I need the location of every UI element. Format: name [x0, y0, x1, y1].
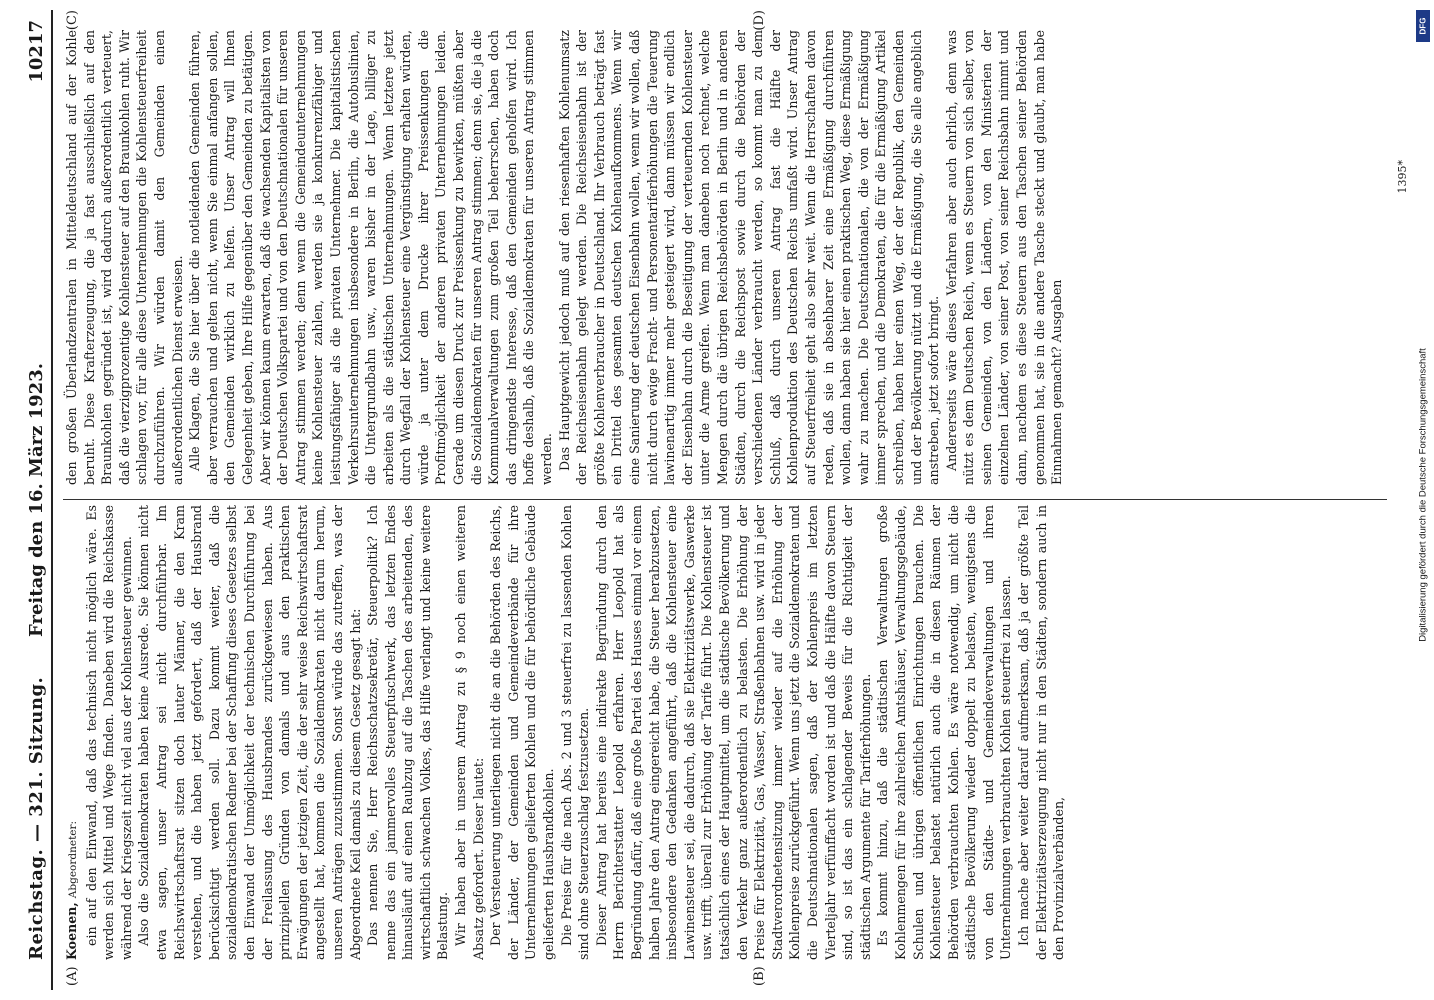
paragraph: ein auf den Einwand, daß das technisch nicht möglich wäre. Es werden sich Mittel und Wege finden. Daneben wird die Reichskasse während der Kriegszeit nicht viel aus der Kohlensteuer gewinnen.: [83, 505, 134, 960]
credit-text: Digitalisierung gefördert durch die Deutsche Forschungsgemeinschaft: [1417, 348, 1429, 642]
margin-mark-a: (A): [65, 966, 80, 986]
document-page: [17, 10, 1417, 990]
right-column: [63, 30, 1387, 485]
left-column: [63, 505, 1387, 960]
quote-paragraph: Die Preise für die nach Abs. 2 und 3 steuerfrei zu lassenden Kohlen sind ohne Steuerzuschlag festzusetzen.: [558, 505, 592, 960]
footer-signature: 1395*: [1396, 160, 1409, 194]
quote-paragraph: Der Versteuerung unterliegen nicht die an die Behörden des Reichs, der Länder, der Gemeinden und Gemeindeverbände für ihre Unternehmungen gelieferten Kohlen und die für behördliche Gebäude gelieferten Hausbrandkohlen.: [488, 505, 557, 960]
margin-mark-d: (D): [752, 10, 767, 31]
paragraph: Wir haben aber in unserem Antrag zu § 9 noch einen weiteren Absatz gefordert. Dieser lautet:: [453, 505, 486, 960]
paragraph: Alle Klagen, die Sie hier über die notleidenden Gemeinden führen, aber verrauchen und gelten nicht, wenn Sie einmal anfangen sollen, den Gemeinden wirklich zu helfen. Unser Antrag will Ihnen Gelegenheit geben, Ihre Hilfe gegenüber den Gemeinden zu betätigen. Aber wir können kaum erwarten, daß die wachsenden Kapitalisten von der Deutschen Volkspartei und von den Deutschnationalen für unseren Antrag stimmen werden; denn wenn die Gemeindeunternehmungen keine Kohlensteuer zahlen, werden sie ja konkurrenzfähiger und leistungsfähiger als die privaten Unternehmer. Die kapitalistischen Verkehrsunternehmungen insbesondere in Berlin, die Autobuslinien, die Untergrundbahn usw., waren bisher in der Lage, billiger zu arbeiten als die städtischen Unternehmungen. Wenn letztere jetzt durch Wegfall der Kohlensteuer eine Vergünstigung erhalten würden, würde ja unter dem Drucke ihrer Preissenkungen die Profitmöglichkeit der anderen privaten Unternehmungen leiden. Gerade um diesen Druck zur Preissenkung zu bewirken, müßten aber die Sozialdemokraten für unseren Antrag stimmen; denn sie, die ja die Kommunalverwaltungen zum großen Teil beherrschen, haben doch das dringendste Interesse, daß den Gemeinden geholfen wird. Ich hoffe deshalb, daß die Sozialdemokraten für unseren Antrag stimmen werden.: [187, 30, 555, 485]
paragraph: Dieser Antrag hat bereits eine indirekte Begründung durch den Herrn Berichterstatter Leopold erfahren. Herr Leopold hat als Begründung dafür, daß eine große Partei des Hauses einmal vor einem halben Jahre den Antrag eingereicht habe, die Steuer herabzusetzen, insbesondere den Gedanken angeführt, daß die Kohlensteuer eine Lawinensteuer sei, die dadurch, daß sie Elektrizitätswerke, Gaswerke usw. trifft, überall zur Erhöhung der Tarife führt. Die Kohlensteuer ist tatsächlich eines der Hauptmittel, um die städtische Bevölkerung und den Verkehr ganz außerordentlich zu belasten. Die Erhöhung der Preise für Elektrizität, Gas, Wasser, Straßenbahnen usw. wird in jeder Stadtverordnetensitzung immer wieder auf die Erhöhung der Kohlenpreise zurückgeführt. Wenn uns jetzt die Sozialdemokraten und die Deutschnationalen sagen, daß der Kohlenpreis im letzten Vierteljahr verfünffacht worden ist und daß die Hälfte davon Steuern sind, so ist das ein schlagender Beweis für die Richtigkeit der städtischen Argumente für Tariferhöhungen.: [593, 505, 873, 960]
digitization-credit: [1416, 10, 1430, 980]
paragraph: Andererseits wäre dieses Verfahren aber auch ehrlich, denn was nützt es dem Deutschen Reich, wenn es Steuern von sich selber, von seinen Gemeinden, von den Ländern, von den Ministerien der einzelnen Länder, von seiner Post, von seiner Reichsbahn nimmt und dann, nachdem es diese Steuern aus den Taschen seiner Behörden genommen hat, sie in die andere Tasche steckt und glaubt, man habe Einnahmen gemacht? Ausgaben: [943, 30, 1065, 485]
dfg-logo: DFG: [1416, 10, 1430, 42]
speaker-line: [63, 505, 83, 960]
paragraph: Es kommt hinzu, daß die städtischen Verwaltungen große Kohlenmengen für ihre zahlreichen Amtshäuser, Verwaltungsgebäude, Schulen und übrigen öffentlichen Einrichtungen brauchen. Die Kohlensteuer belastet natürlich auch die in diesen Räumen der Behörden verbrauchten Kohlen. Es wäre notwendig, um nicht die städtische Bevölkerung wieder doppelt zu belasten, wenigstens die von den Städte- und Gemeindeverwaltungen und ihren Unternehmungen verbrauchten Kohlen steuerfrei zu lassen.: [875, 505, 1014, 960]
quote-paragraph: Das nennen Sie, Herr Reichsschatzsekretär, Steuerpolitik? Ich nenne das ein jammervolles Steuerpfuschwerk, das letzten Endes hinausläuft auf einen Raubzug auf die Taschen des arbeitenden, des wirtschaftlich schwachen Volkes, das Hilfe verlangt und keine weitere Belastung.: [365, 505, 451, 960]
header-center: Freitag den 16. März 1923.: [26, 363, 47, 637]
paragraph: Ich mache aber weiter darauf aufmerksam, daß ja der größte Teil der Elektrizitätserzeugung nicht nur in den Städten, sondern auch in den Provinzialverbänden,: [1016, 505, 1067, 960]
paragraph: Also die Sozialdemokraten haben keine Ausrede. Sie können nicht etwa sagen, unser Antrag sei nicht durchführbar. Im Reichswirtschaftsrat sitzen doch lauter Männer, die den Kram verstehen, und die haben jetzt gefordert, daß der Hausbrand berücksichtigt werden soll. Dazu kommt weiter, daß die sozialdemokratischen Redner bei der Schaffung dieses Gesetzes selbst den Einwand der Unmöglichkeit der technischen Durchführung bei der Freilassung des Hausbrandes zurückgewiesen haben. Aus prinzipiellen Gründen von damals und aus den praktischen Erwägungen der jetzigen Zeit, die der sehr weise Reichswirtschaftsrat angestellt hat, kommen die Sozialdemokraten nicht darum herum, unseren Anträgen zuzustimmen. Sonst würde das zutreffen, was der Abgeordnete Keil damals zu diesem Gesetz gesagt hat:: [136, 505, 363, 960]
page-header: [17, 10, 53, 990]
header-left: Reichstag. — 321. Sitzung.: [26, 676, 47, 960]
margin-mark-c: (C): [65, 10, 80, 31]
column-divider: [63, 499, 1387, 500]
margin-mark-b: (B): [752, 966, 767, 986]
speaker-name: Koenen,: [64, 902, 79, 960]
paragraph: Das Hauptgewicht jedoch muß auf den riesenhaften Kohlenumsatz der Reichseisenbahn gelegt werden. Die Reichseisenbahn ist der größte Kohlenverbraucher in Deutschland. Ihr Verbrauch beträgt fast ein Drittel des gesamten deutschen Kohlenaufkommens. Wenn wir eine Sanierung der deutschen Eisenbahn wollen, wenn wir wollen, daß nicht durch ewige Fracht- und Personentariferhöhungen die Teuerung lawinenartig immer mehr gesteigert wird, dann müssen wir endlich der Eisenbahn durch die Beseitigung der verteuernden Kohlensteuer unter die Arme greifen. Wenn man daneben noch rechnet, welche Mengen durch die übrigen Reichsbehörden in Berlin und in anderen Städten, durch die Reichspost sowie durch die Behörden der verschiedenen Länder verbraucht werden, so kommt man zu dem Schluß, daß durch unseren Antrag fast die Hälfte der Kohlenproduktion des Deutschen Reichs umfaßt wird. Unser Antrag auf Steuerfreiheit geht also sehr weit. Wenn die Herrschaften davon reden, daß sie in absehbarer Zeit eine Ermäßigung durchführen wollen, dann haben sie hier einen praktischen Weg, diese Ermäßigung wahr zu machen. Die Deutschnationalen, die von der Ermäßigung immer sprechen, und die Demokraten, die für die Ermäßigung Artikel schreiben, haben hier einen Weg, der der Republik, den Gemeinden und der Bevölkerung nützt und die Ermäßigung, die Sie alle angeblich anstreben, jetzt sofort bringt.: [556, 30, 942, 485]
page-number: 10217: [26, 20, 47, 83]
speaker-role: Abgeordneter:: [67, 820, 79, 899]
paragraph: den großen Überlandzentralen in Mitteldeutschland auf der Kohle beruht. Diese Krafterzeugung, die ja fast ausschließlich auf den Braunkohlen gegründet ist, wird dadurch außerordentlich verteuert, daß die vierzigprozentige Kohlensteuer auf den Braunkohlen ruht. Wir schlagen vor, für alle diese Unternehmungen die Kohlensteuerfreiheit durchzuführen. Wir würden damit den Gemeinden einen außerordentlichen Dienst erweisen.: [64, 30, 185, 485]
